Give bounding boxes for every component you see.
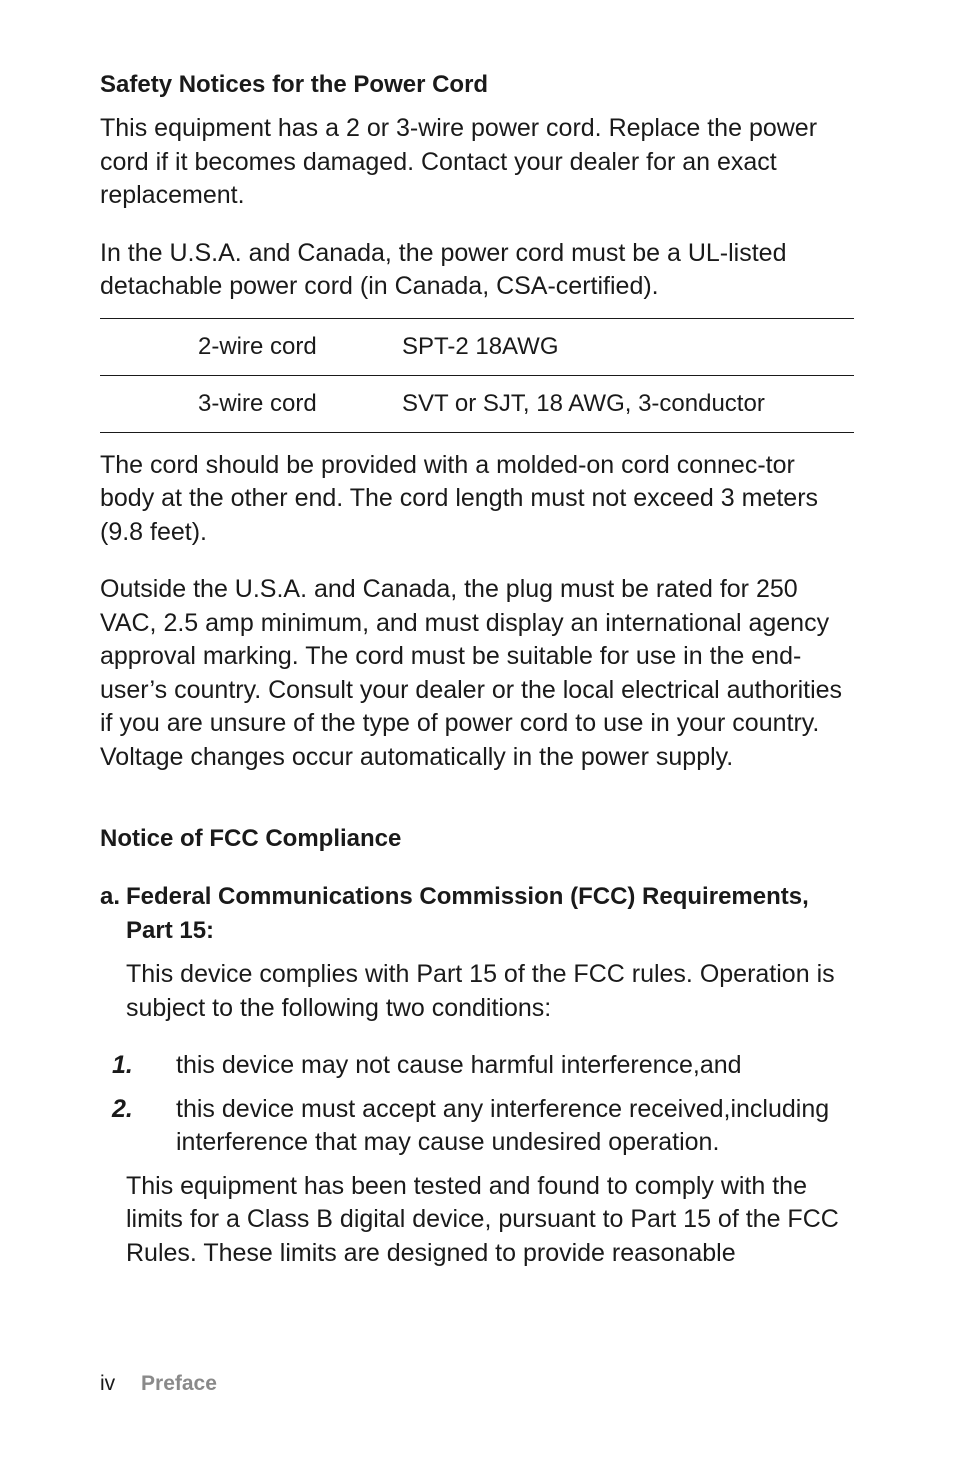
cord-spec-cell: SPT-2 18AWG bbox=[402, 318, 854, 375]
cord-spec-cell: SVT or SJT, 18 AWG, 3-conductor bbox=[402, 375, 854, 432]
power-cord-table bbox=[100, 318, 854, 433]
list-item bbox=[100, 1093, 854, 1160]
table-row bbox=[100, 375, 854, 432]
paragraph: In the U.S.A. and Canada, the power cord must be a UL-listed detachable power cord (in Canada, CSA-certified). bbox=[100, 238, 787, 300]
table-row bbox=[100, 318, 854, 375]
paragraph: This device complies with Part 15 of the FCC rules. Operation is subject to the following two conditions: bbox=[126, 960, 835, 1022]
item-marker: a. bbox=[100, 883, 121, 910]
page-footer bbox=[100, 1370, 217, 1398]
cord-type-cell: 2-wire cord bbox=[100, 318, 402, 375]
page-content bbox=[100, 68, 854, 1270]
list-item bbox=[100, 1049, 854, 1083]
item-title: Federal Communications Commission (FCC) Requirements, Part 15: bbox=[126, 883, 809, 944]
paragraph: Outside the U.S.A. and Canada, the plug must be rated for 250 VAC, 2.5 amp minimum, and must display an international agency approval marking. The cord must be suitable for use in the end-user’s country. Consult your dealer or the local electrical authorities if you are unsure of the type of power cord to use in your country. Voltage changes occur automatically in the power supply. bbox=[100, 575, 843, 771]
section-heading-power-cord: Safety Notices for the Power Cord bbox=[100, 71, 489, 98]
list-text: this device may not cause harmful interference,and bbox=[176, 1051, 742, 1079]
footer-section-name: Preface bbox=[141, 1372, 217, 1395]
list-text: this device must accept any interference received,including interference that may cause undesired operation. bbox=[176, 1094, 830, 1156]
section-heading-fcc: Notice of FCC Compliance bbox=[100, 825, 402, 852]
list-number: 2. bbox=[112, 1094, 133, 1123]
list-number: 1. bbox=[112, 1051, 133, 1079]
cord-type-cell: 3-wire cord bbox=[100, 375, 402, 432]
fcc-item-a bbox=[100, 880, 854, 948]
page-number: iv bbox=[100, 1372, 116, 1395]
paragraph: This equipment has a 2 or 3-wire power cord. Replace the power cord if it becomes damaged. Contact your dealer for an exact replacement. bbox=[100, 114, 818, 209]
paragraph: This equipment has been tested and found to comply with the limits for a Class B digital device, pursuant to Part 15 of the FCC Rules. These limits are designed to provide reasonable bbox=[126, 1171, 839, 1267]
paragraph: The cord should be provided with a molded-on cord connec-tor body at the other end. The cord length must not exceed 3 meters (9.8 feet). bbox=[100, 450, 819, 546]
